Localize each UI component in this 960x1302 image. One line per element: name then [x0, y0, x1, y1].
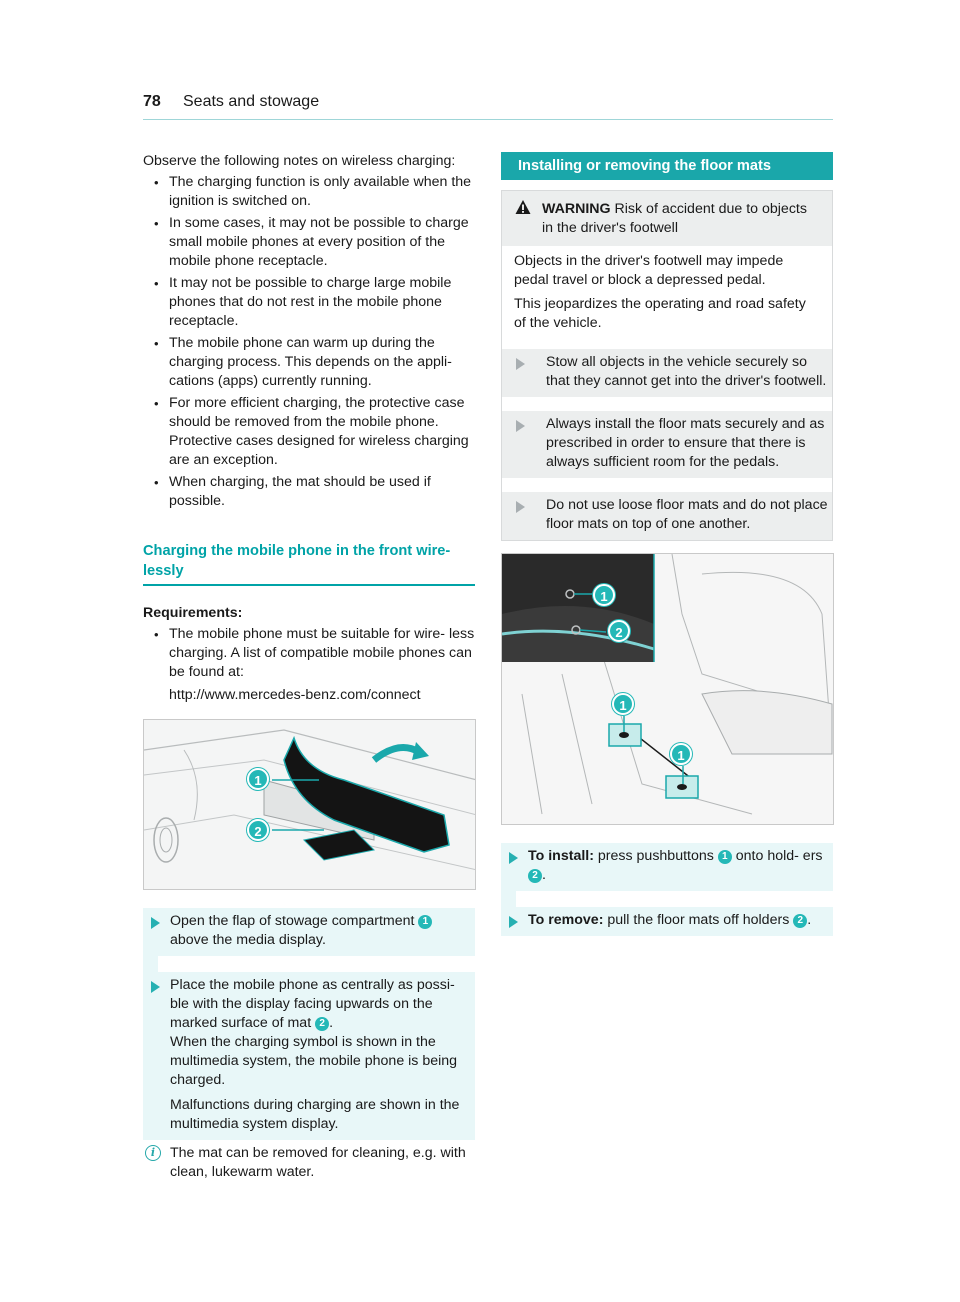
callout-2: 2 [247, 819, 269, 841]
inline-callout-2: 2 [793, 914, 807, 928]
step-text: onto hold- ers [735, 848, 823, 864]
step-gap [502, 397, 832, 411]
warning-header [502, 191, 832, 246]
warning-triangle-icon [515, 199, 531, 215]
list-item: • The charging function is only available when the ignition is switched on. [143, 173, 475, 211]
footwell-illustration [502, 554, 834, 825]
info-note-text: The mat can be removed for cleaning, e.g. with clean, lukewarm water. [170, 1145, 466, 1180]
spacer [501, 825, 833, 843]
compatibility-url[interactable]: http://www.mercedes-benz.com/connect [169, 687, 421, 703]
wireless-notes-list [143, 173, 475, 511]
step-gap [143, 956, 475, 972]
callout-1: 1 [247, 768, 269, 790]
callout-1: 1 [612, 693, 634, 715]
warning-body [502, 246, 832, 339]
inline-callout-1: 1 [418, 915, 432, 929]
page-number: 78 [143, 93, 161, 110]
step-detail: When the charging symbol is shown in the multimedia system, the mobile phone is being charged. [170, 1034, 458, 1088]
page-header [143, 92, 833, 120]
warning-label: WARNING [542, 201, 611, 217]
warning-step: Stow all objects in the vehicle securely so that they cannot get into the driver's footwell. [502, 349, 832, 397]
warning-title: Risk of accident due to objects in the driver's footwell [542, 201, 807, 236]
step-remove [501, 907, 833, 936]
callout-2: 2 [608, 620, 630, 642]
install-label: To install: [528, 848, 594, 864]
remove-label: To remove: [528, 912, 604, 928]
warning-step: Always install the floor mats securely and as prescribed in order to ensure that there is always sufficient room for the pedals. [502, 411, 832, 478]
spacer [502, 339, 832, 349]
warning-text: Objects in the driver's footwell may impede pedal travel or block a depressed pedal. [514, 253, 784, 288]
inline-callout-1: 1 [718, 850, 732, 864]
step-text: pull the floor mats off holders [607, 912, 790, 928]
list-item: • When charging, the mat should be used if possible. [143, 473, 475, 511]
section-heading-charging: Charging the mobile phone in the front wire- lessly [143, 541, 475, 586]
right-column [501, 152, 833, 936]
section-heading-floor-mats: Installing or removing the floor mats [501, 152, 833, 180]
step-place-phone [143, 972, 475, 1140]
step-text: Place the mobile phone as centrally as possi- ble with the display facing upwards on the marked surface of mat [170, 977, 455, 1031]
warning-box [501, 190, 833, 541]
floor-mat-figure [501, 553, 834, 825]
wireless-charging-figure [143, 719, 476, 890]
step-text: . [329, 1015, 334, 1031]
requirement-text: The mobile phone must be suitable for wire- less charging. A list of compatible mobile phones can be found at: [169, 626, 475, 680]
inline-callout-2: 2 [528, 869, 542, 883]
left-column [143, 152, 475, 1182]
page-title: Seats and stowage [183, 93, 320, 110]
info-note [143, 1144, 475, 1182]
intro-text: Observe the following notes on wireless charging: [143, 153, 456, 169]
step-text: . [807, 912, 812, 928]
list-item: • For more efficient charging, the protective case should be removed from the mobile phone. Protective cases designed for wireless charging are an exception. [143, 394, 475, 470]
warning-text: This jeopardizes the operating and road safety of the vehicle. [514, 296, 806, 331]
console-illustration [144, 720, 476, 890]
inline-callout-2: 2 [315, 1017, 329, 1031]
step-gap [501, 891, 833, 907]
step-open-flap [143, 908, 475, 956]
requirements-list [143, 625, 475, 705]
list-item: • It may not be possible to charge large mobile phones that do not rest in the mobile phone receptacle. [143, 274, 475, 331]
step-text: press pushbuttons [597, 848, 714, 864]
spacer [143, 890, 475, 908]
step-gap [502, 478, 832, 492]
requirements-label: Requirements: [143, 605, 243, 621]
callout-1: 1 [593, 584, 615, 606]
info-icon: i [145, 1145, 161, 1161]
step-text: above the media display. [170, 932, 326, 948]
list-item: • The mobile phone can warm up during the charging process. This depends on the appli- cations (apps) currently running. [143, 334, 475, 391]
step-install [501, 843, 833, 891]
warning-step: Do not use loose floor mats and do not place floor mats on top of one another. [502, 492, 832, 540]
callout-1: 1 [670, 743, 692, 765]
step-text: . [542, 867, 546, 883]
step-text: Open the flap of stowage compartment [170, 913, 415, 929]
list-item: • In some cases, it may not be possible to charge small mobile phones at every position of the mobile phone receptacle. [143, 214, 475, 271]
list-item [143, 625, 475, 705]
step-malfunction: Malfunctions during charging are shown in the multimedia system display. [170, 1097, 460, 1132]
